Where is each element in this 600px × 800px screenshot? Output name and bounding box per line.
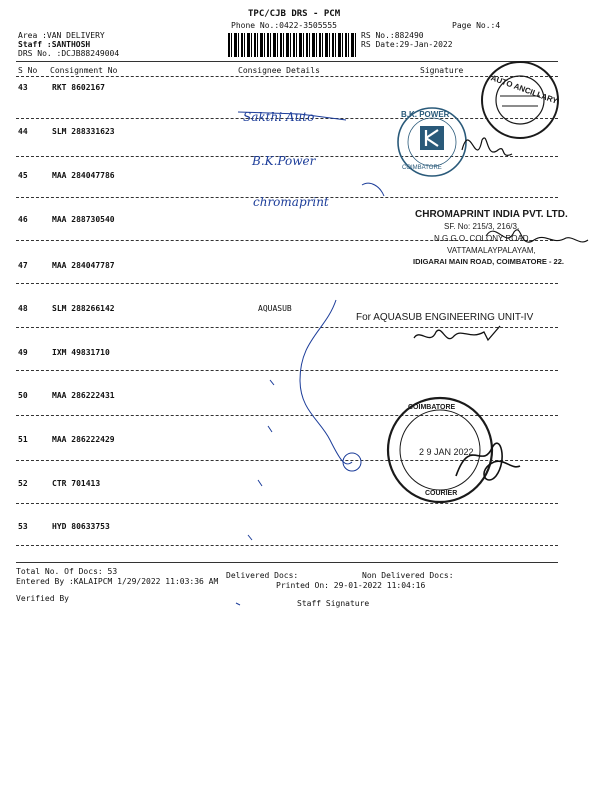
handwritten-consignee: Sakthi Auto	[243, 110, 315, 124]
chromaprint-stamp-address: IDIGARAI MAIN ROAD, COIMBATORE - 22.	[413, 257, 564, 266]
drs-number: DRS No. :DCJB88249004	[18, 49, 120, 58]
entered-by: Entered By :KALAIPCM 1/29/2022 11:03:36 AM	[16, 577, 219, 586]
footer-rule	[16, 562, 558, 563]
staff-label: Staff :SANTHOSH	[18, 40, 91, 49]
row-consignment: MAA 284047787	[52, 261, 115, 270]
pen-scribble	[236, 112, 384, 605]
col-sno: S No	[18, 66, 38, 75]
total-docs: Total No. Of Docs: 53	[16, 567, 118, 576]
row-sno: 46	[18, 215, 28, 224]
printed-on: Printed On: 29-01-2022 11:04:16	[276, 581, 426, 590]
row-consignment: IXM 49831710	[52, 348, 110, 357]
row-sno: 50	[18, 391, 28, 400]
bk-power-stamp-text: B.K. POWER	[401, 110, 450, 119]
rs-date: RS Date:29-Jan-2022	[361, 40, 453, 49]
signature	[486, 230, 588, 242]
signature	[456, 443, 520, 480]
signature	[462, 138, 512, 155]
delivered-docs: Delivered Docs:	[226, 571, 299, 580]
row-consignment: HYD 80633753	[52, 522, 110, 531]
row-consignment: RKT 8602167	[52, 83, 105, 92]
non-delivered-docs: Non Delivered Docs:	[362, 571, 454, 580]
area-label: Area :VAN DELIVERY	[18, 31, 105, 40]
ancillary-stamp-text: AUTO ANCILLARY	[489, 73, 559, 106]
rs-number: RS No.:882490	[361, 31, 424, 40]
col-consignment: Consignment No	[50, 66, 118, 75]
phone-number: Phone No.:0422-3505555	[231, 21, 337, 30]
courier-stamp-date: 2 9 JAN 2022	[419, 447, 474, 457]
col-consignee: Consignee Details	[238, 66, 320, 75]
signature	[414, 326, 500, 340]
staff-signature-label: Staff Signature	[297, 599, 370, 608]
document-title: TPC/CJB DRS - PCM	[248, 9, 341, 19]
row-sno: 43	[18, 83, 28, 92]
row-consignment: CTR 701413	[52, 479, 101, 488]
ancillary-stamp	[482, 62, 558, 138]
handwritten-consignee: B.K.Power	[252, 154, 316, 168]
row-sno: 44	[18, 127, 28, 136]
bk-power-city-text: COIMBATORE	[402, 165, 442, 171]
bk-power-stamp	[398, 108, 466, 176]
courier-stamp	[388, 398, 492, 502]
row-consignment: MAA 284047786	[52, 171, 115, 180]
row-consignment: MAA 288730540	[52, 215, 115, 224]
row-sno: 51	[18, 435, 28, 444]
verified-by-label: Verified By	[16, 594, 69, 603]
row-sno: 49	[18, 348, 28, 357]
courier-stamp-bottom: COURIER	[425, 490, 458, 497]
col-signature: Signature	[420, 66, 464, 75]
row-sno: 53	[18, 522, 28, 531]
row-consignment: SLM 288266142	[52, 304, 115, 313]
row-consignment: MAA 286222431	[52, 391, 115, 400]
chromaprint-stamp-address: VATTAMALAYPALAYAM,	[447, 246, 536, 255]
row-consignment: SLM 288331623	[52, 127, 115, 136]
courier-stamp-top: COIMBATORE	[408, 404, 456, 411]
row-consignee: AQUASUB	[258, 304, 292, 313]
row-sno: 45	[18, 171, 28, 180]
aquasub-stamp-text: For AQUASUB ENGINEERING UNIT-IV	[356, 312, 534, 323]
page-number: Page No.:4	[452, 21, 501, 30]
chromaprint-stamp-address: N.G.G.O. COLONY ROAD,	[434, 234, 531, 243]
row-sno: 47	[18, 261, 28, 270]
chromaprint-stamp-name: CHROMAPRINT INDIA PVT. LTD.	[415, 209, 568, 220]
chromaprint-stamp-address: SF. No: 215/3, 216/3,	[444, 222, 520, 231]
handwritten-consignee: chromaprint	[253, 195, 329, 209]
row-consignment: MAA 286222429	[52, 435, 115, 444]
row-sno: 48	[18, 304, 28, 313]
row-sno: 52	[18, 479, 28, 488]
